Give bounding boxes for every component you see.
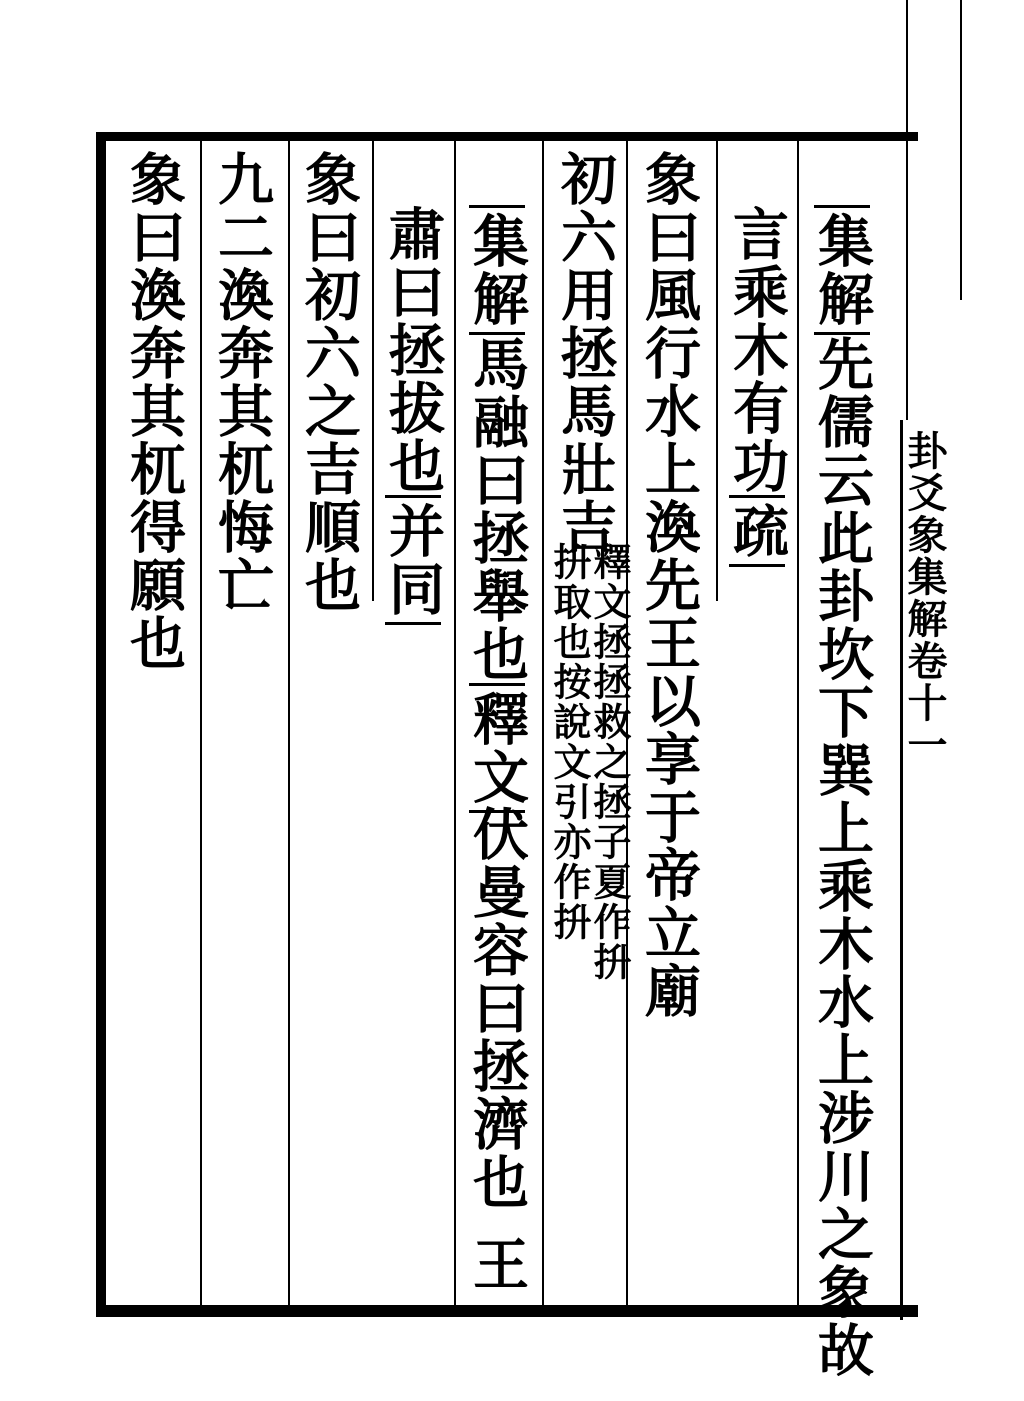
column-rule bbox=[200, 141, 202, 1305]
column-text: 九二渙奔其杌悔亡 bbox=[209, 150, 275, 614]
annotation-label: 集解 bbox=[814, 205, 870, 335]
column-5 bbox=[464, 205, 530, 813]
column-1 bbox=[809, 205, 875, 1379]
column-text: 象曰風行水上渙先王以享于帝立廟 bbox=[636, 150, 702, 1020]
column-rule bbox=[372, 141, 374, 601]
column-rule bbox=[716, 141, 718, 601]
column-2 bbox=[724, 205, 790, 567]
annotation-label: 并同 bbox=[385, 495, 441, 625]
spine-line-outer bbox=[960, 0, 962, 300]
column-5-continued bbox=[464, 805, 530, 1211]
column-text: 伏曼容曰拯濟也 bbox=[464, 805, 530, 1211]
column-text: 肅曰拯拔也 bbox=[380, 205, 446, 495]
column-5-tail bbox=[464, 1235, 530, 1293]
annotation-label: 釋文 bbox=[469, 683, 525, 813]
column-text: 初六用拯馬壯吉 bbox=[552, 150, 618, 556]
column-rule bbox=[797, 141, 799, 1305]
column-text: 象曰初六之吉順也 bbox=[296, 150, 362, 614]
column-text: 王 bbox=[464, 1235, 530, 1293]
column-8 bbox=[209, 150, 275, 614]
column-4-note-left bbox=[547, 542, 592, 942]
column-9 bbox=[121, 150, 187, 672]
small-note: 抍取也按說文引亦作抍 bbox=[547, 542, 592, 942]
column-rule bbox=[288, 141, 290, 1305]
small-note: 釋文拯拯救之拯子夏作抍 bbox=[587, 542, 632, 982]
column-6 bbox=[380, 205, 446, 625]
column-rule bbox=[454, 141, 456, 1305]
column-text: 象曰渙奔其杌得願也 bbox=[121, 150, 187, 672]
column-text: 馬融曰拯舉也 bbox=[464, 335, 530, 683]
annotation-label: 集解 bbox=[469, 205, 525, 335]
column-7 bbox=[296, 150, 362, 614]
margin-title: 卦爻象集解卷十一 bbox=[901, 430, 948, 766]
column-text: 先儒云此卦坎下巽上乘木水上涉川之象故 bbox=[809, 335, 875, 1379]
column-4-note-right bbox=[587, 542, 632, 982]
column-text: 言乘木有功 bbox=[724, 205, 790, 495]
column-3 bbox=[636, 150, 702, 1020]
column-rule bbox=[542, 141, 544, 1305]
column-4 bbox=[552, 150, 618, 556]
annotation-label: 疏 bbox=[729, 495, 785, 567]
